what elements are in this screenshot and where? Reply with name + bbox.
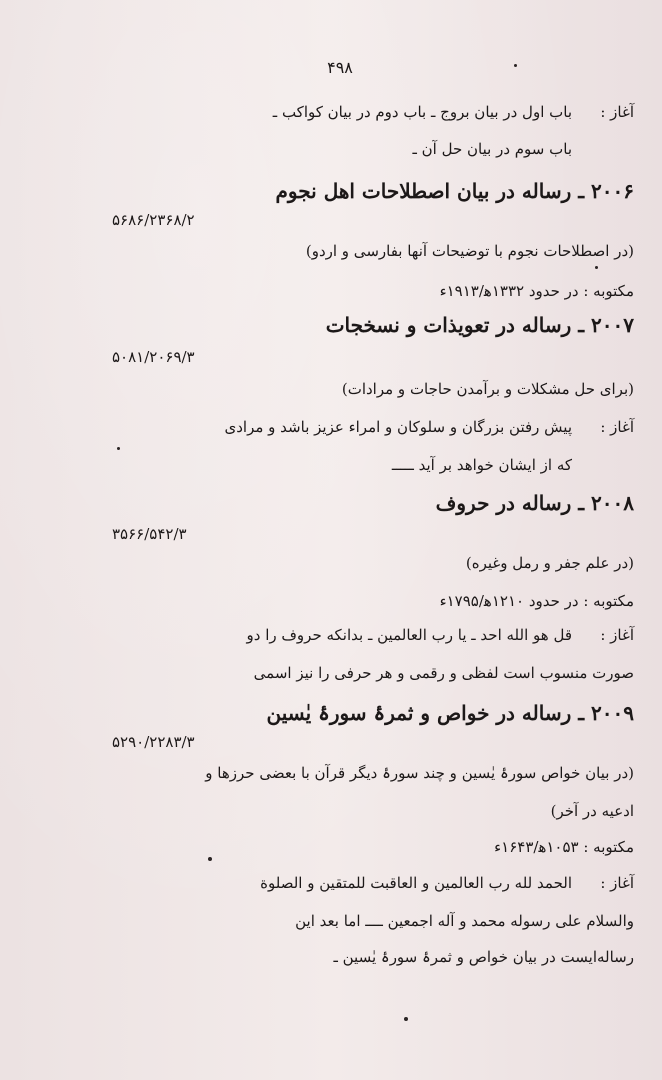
entry-2007-description: (برای حل مشکلات و برآمدن حاجات و مرادات) — [341, 380, 634, 398]
entry-2009-description-line1: (در بیان خواص سورۂ یٰسین و چند سورۂ دیگر قرآن با بعضی حرزها و — [205, 764, 634, 782]
start-label: آغاز : — [600, 626, 634, 644]
start-label: آغاز : — [600, 874, 634, 892]
start-label: آغاز : — [600, 103, 634, 121]
print-speck — [404, 1017, 408, 1021]
page-number: ۴۹۸ — [327, 58, 353, 77]
entry-2007-start-cont: که از ایشان خواهد بر آید ـــــ — [391, 456, 572, 474]
entry-2008-maktoob: مکتوبه : در حدود ۱۲۱۰ﻫ/۱۷۹۵ء — [439, 592, 634, 610]
entry-2009-start-line — [260, 872, 634, 894]
print-speck — [208, 857, 212, 861]
start-label: آغاز : — [600, 418, 634, 436]
entry-2008-start-line — [247, 624, 635, 646]
start-text: قل هو الله احد ـ یا رب العالمین ـ بدانکه حروف را دو — [246, 626, 572, 644]
entry-2009-title: ۲۰۰۹ ـ رساله در خواص و ثمرۂ سورۂ یٰسین — [266, 701, 634, 725]
entry-2009-start-cont1: والسلام علی رسوله محمد و آله اجمعین ــــ اما بعد این — [295, 912, 634, 930]
entry-2009-start-cont2: رساله‌ایست در بیان خواص و ثمرۂ سورۂ یٰسین ـ — [333, 948, 634, 966]
entry-2006-title: ۲۰۰۶ ـ رساله در بیان اصطلاحات اهل نجوم — [275, 179, 634, 203]
print-speck — [117, 447, 120, 450]
entry-2009-ms-number: ۵۲۹۰/۲۲۸۳/۳ — [112, 733, 195, 751]
entry-2009-description-line2: ادعیه در آخر) — [550, 802, 634, 820]
entry-2008-description: (در علم جفر و رمل وغیره) — [465, 554, 634, 572]
start-text: الحمد لله رب العالمین و العاقبت للمتقین و الصلوة — [260, 874, 572, 892]
entry-2007-start-line — [225, 416, 635, 438]
entry-2008-start-cont: صورت منسوب است لفظی و رقمی و هر حرفی را نیز اسمی — [253, 664, 634, 682]
entry-2006-description: (در اصطلاحات نجوم با توضیحات آنها بفارسی و اردو) — [305, 242, 634, 260]
entry-2008-title: ۲۰۰۸ ـ رساله در حروف — [435, 491, 634, 515]
start-text: پیش رفتن بزرگان و سلوکان و امراء عزیز باشد و مرادی — [224, 418, 572, 436]
entry-2005-start-line — [273, 101, 634, 123]
entry-2007-title: ۲۰۰۷ ـ رساله در تعویذات و نسخجات — [325, 313, 634, 337]
print-speck — [514, 64, 517, 67]
entry-2006-ms-number: ۵۶۸۶/۲۳۶۸/۲ — [112, 211, 195, 229]
entry-2009-maktoob: مکتوبه : ۱۰۵۳ﻫ/۱۶۴۳ء — [494, 838, 634, 856]
entry-2005-start-cont: باب سوم در بیان حل آن ـ — [412, 140, 572, 158]
print-speck — [595, 266, 598, 269]
entry-2006-maktoob: مکتوبه : در حدود ۱۳۳۲ﻫ/۱۹۱۳ء — [439, 282, 634, 300]
start-text: باب اول در بیان بروج ـ باب دوم در بیان کواکب ـ — [272, 103, 572, 121]
entry-2007-ms-number: ۵۰۸۱/۲۰۶۹/۳ — [112, 348, 195, 366]
entry-2008-ms-number: ۳۵۶۶/۵۴۲/۳ — [112, 525, 187, 543]
